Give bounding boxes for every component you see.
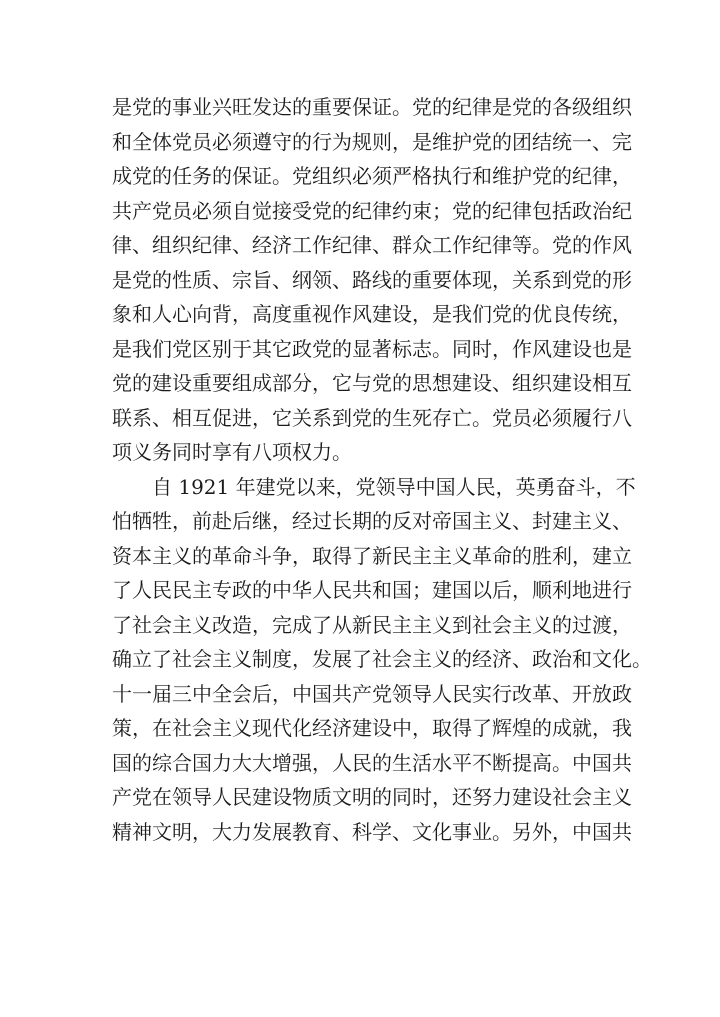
text-line: 十一届三中全会后，中国共产党领导人民实行改革、开放政	[112, 681, 632, 706]
text-line: 和全体党员必须遵守的行为规则，是维护党的团结统一、完	[112, 129, 632, 154]
paragraph-2	[112, 470, 652, 850]
text-line: 联系、相互促进，它关系到党的生死存亡。党员必须履行八	[112, 405, 632, 430]
text-line: 律、组织纪律、经济工作纪律、群众工作纪律等。党的作风	[112, 233, 632, 257]
text-line: 资本主义的革命斗争，取得了新民主主义革命的胜利，建立	[112, 543, 632, 568]
text-line: 精神文明，大力发展教育、科学、文化事业。另外，中国共	[112, 819, 632, 844]
text-line: 策，在社会主义现代化经济建设中，取得了辉煌的成就，我	[112, 716, 632, 740]
text-line: 是党的事业兴旺发达的重要保证。党的纪律是党的各级组织	[112, 95, 632, 119]
body-text	[112, 90, 652, 849]
text-line: 国的综合国力大大增强，人民的生活水平不断提高。中国共	[112, 750, 632, 775]
paragraph-1	[112, 90, 632, 470]
text-line: 共产党员必须自觉接受党的纪律约束；党的纪律包括政治纪	[112, 198, 632, 223]
text-line: 确立了社会主义制度，发展了社会主义的经济、政治和文化。	[112, 647, 652, 671]
text-line: 成党的任务的保证。党组织必须严格执行和维护党的纪律，	[112, 164, 632, 188]
text-line: 象和人心向背，高度重视作风建设，是我们党的优良传统，	[112, 302, 632, 326]
text-line: 项义务同时享有八项权力。	[112, 440, 352, 464]
text-line: 自 1921 年建党以来，党领导中国人民，英勇奋斗，不	[152, 474, 636, 499]
text-line: 党的建设重要组成部分，它与党的思想建设、组织建设相互	[112, 371, 632, 395]
text-line: 怕牺牲，前赴后继，经过长期的反对帝国主义、封建主义、	[112, 509, 632, 533]
text-line: 是党的性质、宗旨、纲领、路线的重要体现，关系到党的形	[112, 267, 632, 292]
text-line: 是我们党区别于其它政党的显著标志。同时，作风建设也是	[112, 336, 632, 361]
text-line: 了人民民主专政的中华人民共和国；建国以后，顺利地进行	[112, 578, 632, 602]
text-line: 产党在领导人民建设物质文明的同时，还努力建设社会主义	[112, 785, 632, 809]
text-line: 了社会主义改造，完成了从新民主主义到社会主义的过渡，	[112, 612, 632, 637]
